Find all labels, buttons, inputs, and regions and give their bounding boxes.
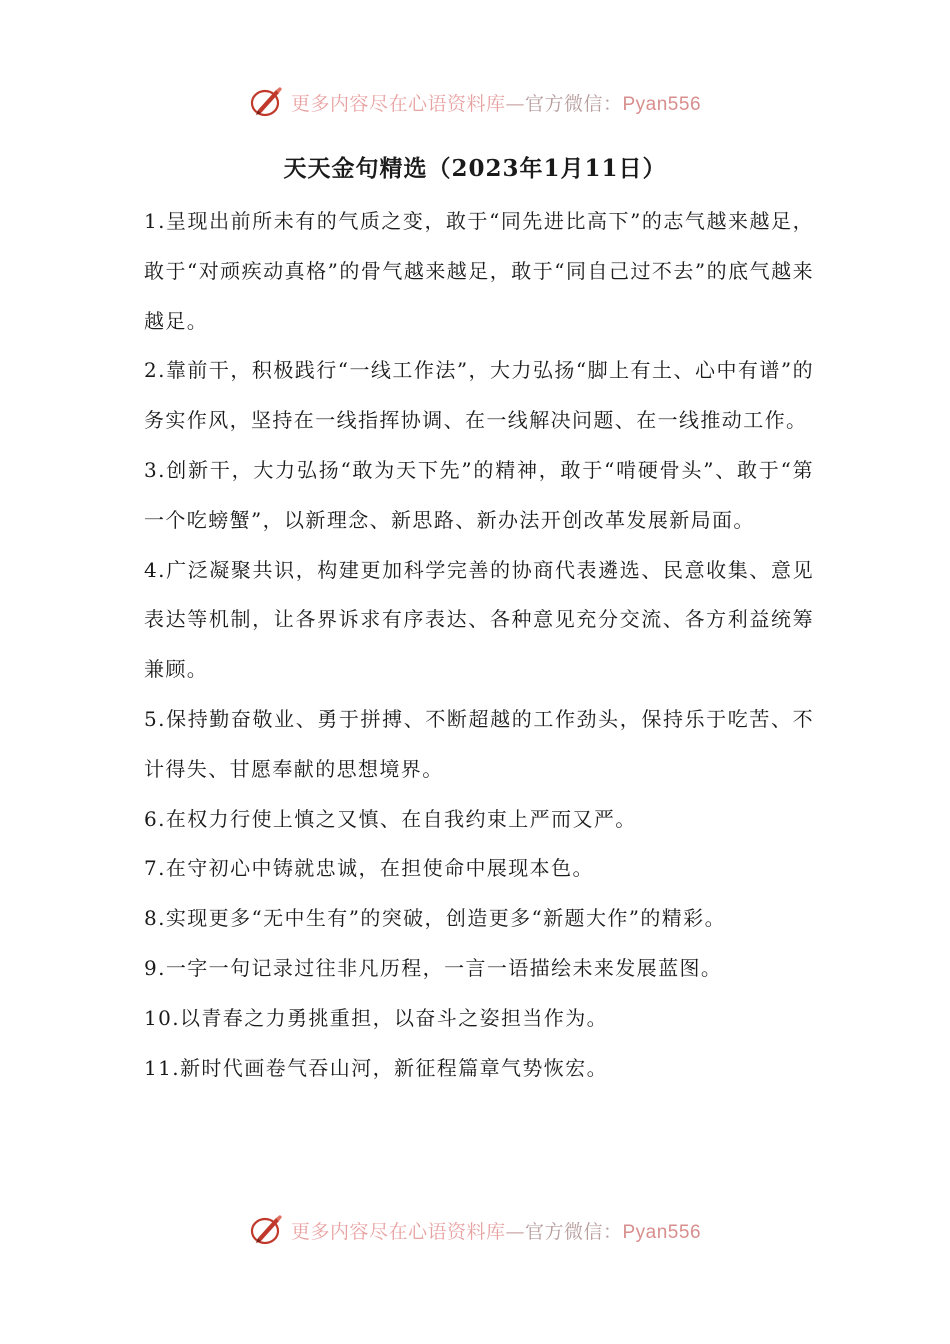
- paragraph-8: 8.实现更多“无中生有”的突破，创造更多“新题大作”的精彩。: [144, 906, 726, 931]
- watermark-text-cn: 更多内容尽在心语资料库: [290, 92, 506, 115]
- document-body: [144, 197, 814, 1093]
- paragraph-10: 10.以青春之力勇挑重担，以奋斗之姿担当作为。: [144, 1005, 609, 1030]
- paragraph-11: 11.新时代画卷气吞山河，新征程篇章气势恢宏。: [144, 1055, 609, 1080]
- watermark-account: Pyan556: [622, 1221, 702, 1243]
- watermark-banner-top: [0, 80, 950, 124]
- pen-logo-icon: [249, 1212, 285, 1248]
- watermark-dash: —: [505, 92, 525, 115]
- watermark-text: [291, 89, 701, 116]
- paragraph-9: 9.一字一句记录过往非凡历程，一言一语描绘未来发展蓝图。: [144, 955, 723, 980]
- paragraph-6: 6.在权力行使上慎之又慎、在自我约束上严而又严。: [144, 806, 637, 831]
- watermark-inner: [249, 1212, 701, 1248]
- watermark-official: 官方微信：: [524, 92, 623, 115]
- paragraph-3: 3.创新干，大力弘扬“敢为天下先”的精神，敢于“啃硬骨头”、敢于“第一个吃螃蟹”，以新理念、新思路、新办法开创改革发展新局面。: [144, 457, 814, 532]
- paragraph-4: 4.广泛凝聚共识，构建更加科学完善的协商代表遴选、民意收集、意见表达等机制，让各界诉求有序表达、各种意见充分交流、各方利益统筹兼顾。: [144, 557, 814, 682]
- watermark-text-cn: 更多内容尽在心语资料库: [290, 1220, 506, 1243]
- watermark-banner-bottom: [0, 1208, 950, 1252]
- watermark-account: Pyan556: [622, 93, 702, 115]
- watermark-dash: —: [505, 1220, 525, 1243]
- watermark-official: 官方微信：: [524, 1220, 623, 1243]
- watermark-inner: [249, 84, 701, 120]
- watermark-text: [291, 1217, 701, 1244]
- pen-logo-icon: [249, 84, 285, 120]
- paragraph-5: 5.保持勤奋敬业、勇于拼搏、不断超越的工作劲头，保持乐于吃苦、不计得失、甘愿奉献的思想境界。: [144, 706, 814, 781]
- paragraph-2: 2.靠前干，积极践行“一线工作法”，大力弘扬“脚上有土、心中有谱”的务实作风，坚持在一线指挥协调、在一线解决问题、在一线推动工作。: [144, 358, 814, 433]
- document-title: 天天金句精选（2023年1月11日）: [283, 155, 667, 182]
- paragraph-1: 1.呈现出前所未有的气质之变，敢于“同先进比高下”的志气越来越足，敢于“对顽疾动真格”的骨气越来越足，敢于“同自己过不去”的底气越来越足。: [144, 209, 814, 333]
- paragraph-7: 7.在守初心中铸就忠诚，在担使命中展现本色。: [144, 856, 594, 881]
